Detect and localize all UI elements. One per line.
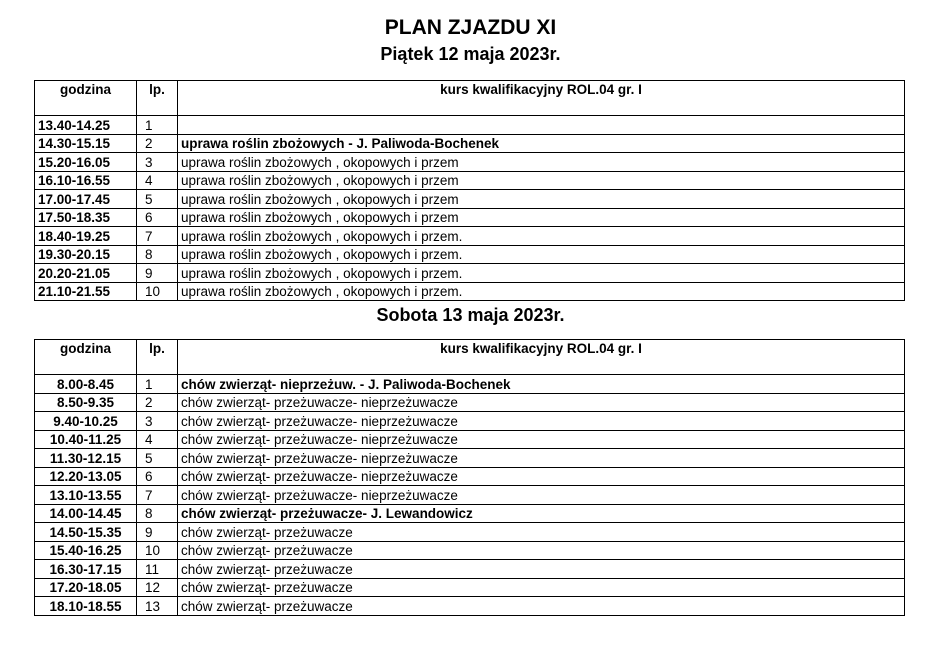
- table-row: [35, 245, 905, 264]
- column-header-time: godzina: [35, 340, 137, 375]
- table-row: [35, 116, 905, 135]
- column-header-time: godzina: [35, 81, 137, 116]
- page-title: PLAN ZJAZDU XI: [384, 16, 557, 39]
- cell-lp: 3: [137, 412, 178, 431]
- cell-time: 14.30-15.15: [35, 134, 137, 153]
- cell-subject: chów zwierząt- przeżuwacze- nieprzeżuwacze: [178, 449, 905, 468]
- cell-lp: 7: [137, 227, 178, 246]
- cell-time: 17.00-17.45: [35, 190, 137, 209]
- table-row: [35, 153, 905, 172]
- schedule-table-friday: [34, 80, 905, 301]
- cell-lp: 8: [137, 504, 178, 523]
- table-row: [35, 560, 905, 579]
- table-row: [35, 430, 905, 449]
- cell-lp: 10: [137, 541, 178, 560]
- cell-time: 8.50-9.35: [35, 393, 137, 412]
- cell-time: 18.10-18.55: [35, 597, 137, 616]
- cell-lp: 5: [137, 190, 178, 209]
- cell-lp: 2: [137, 134, 178, 153]
- table-row: [35, 597, 905, 616]
- table-row: [35, 208, 905, 227]
- cell-subject: uprawa roślin zbożowych , okopowych i przem: [178, 171, 905, 190]
- cell-lp: 10: [137, 282, 178, 301]
- cell-time: 17.20-18.05: [35, 578, 137, 597]
- table-row: [35, 171, 905, 190]
- cell-subject: chów zwierząt- przeżuwacze: [178, 541, 905, 560]
- cell-lp: 9: [137, 264, 178, 283]
- cell-time: 13.10-13.55: [35, 486, 137, 505]
- cell-lp: 9: [137, 523, 178, 542]
- table-row: [35, 541, 905, 560]
- cell-time: 12.20-13.05: [35, 467, 137, 486]
- cell-subject: uprawa roślin zbożowych , okopowych i przem.: [178, 245, 905, 264]
- schedule-body-friday: [35, 116, 905, 301]
- table-header-row: [35, 340, 905, 375]
- cell-time: 18.40-19.25: [35, 227, 137, 246]
- cell-lp: 1: [137, 375, 178, 394]
- schedule-table-saturday: [34, 339, 905, 616]
- cell-subject: chów zwierząt- przeżuwacze: [178, 578, 905, 597]
- table-row: [35, 467, 905, 486]
- cell-time: 10.40-11.25: [35, 430, 137, 449]
- cell-subject: uprawa roślin zbożowych - J. Paliwoda-Bochenek: [178, 134, 905, 153]
- cell-time: 14.00-14.45: [35, 504, 137, 523]
- cell-subject: uprawa roślin zbożowych , okopowych i przem.: [178, 227, 905, 246]
- cell-lp: 1: [137, 116, 178, 135]
- table-row: [35, 264, 905, 283]
- table-row: [35, 393, 905, 412]
- cell-subject: uprawa roślin zbożowych , okopowych i przem.: [178, 282, 905, 301]
- cell-subject: chów zwierząt- przeżuwacze- nieprzeżuwacze: [178, 486, 905, 505]
- table-row: [35, 449, 905, 468]
- cell-time: 14.50-15.35: [35, 523, 137, 542]
- cell-time: 21.10-21.55: [35, 282, 137, 301]
- cell-subject: chów zwierząt- przeżuwacze: [178, 597, 905, 616]
- cell-subject: uprawa roślin zbożowych , okopowych i przem: [178, 153, 905, 172]
- cell-lp: 4: [137, 171, 178, 190]
- column-header-lp: lp.: [137, 81, 178, 116]
- cell-lp: 8: [137, 245, 178, 264]
- cell-subject: chów zwierząt- przeżuwacze: [178, 560, 905, 579]
- day-heading-saturday: Sobota 13 maja 2023r.: [376, 305, 565, 325]
- table-row: [35, 523, 905, 542]
- cell-subject: [178, 116, 905, 135]
- cell-lp: 4: [137, 430, 178, 449]
- table-row: [35, 190, 905, 209]
- cell-lp: 7: [137, 486, 178, 505]
- cell-time: 9.40-10.25: [35, 412, 137, 431]
- column-header-subject: kurs kwalifikacyjny ROL.04 gr. I: [178, 81, 905, 116]
- cell-lp: 2: [137, 393, 178, 412]
- cell-subject: chów zwierząt- przeżuwacze- nieprzeżuwacze: [178, 467, 905, 486]
- cell-time: 8.00-8.45: [35, 375, 137, 394]
- cell-subject: uprawa roślin zbożowych , okopowych i przem: [178, 190, 905, 209]
- table-row: [35, 412, 905, 431]
- table-row: [35, 375, 905, 394]
- cell-lp: 3: [137, 153, 178, 172]
- cell-subject: chów zwierząt- przeżuwacze- J. Lewandowicz: [178, 504, 905, 523]
- cell-lp: 13: [137, 597, 178, 616]
- cell-lp: 11: [137, 560, 178, 579]
- schedule-body-saturday: [35, 375, 905, 616]
- cell-subject: chów zwierząt- przeżuwacze- nieprzeżuwacze: [178, 393, 905, 412]
- cell-time: 13.40-14.25: [35, 116, 137, 135]
- cell-lp: 5: [137, 449, 178, 468]
- cell-time: 15.40-16.25: [35, 541, 137, 560]
- table-row: [35, 578, 905, 597]
- column-header-subject: kurs kwalifikacyjny ROL.04 gr. I: [178, 340, 905, 375]
- column-header-lp: lp.: [137, 340, 178, 375]
- table-row: [35, 227, 905, 246]
- cell-time: 15.20-16.05: [35, 153, 137, 172]
- cell-lp: 6: [137, 467, 178, 486]
- cell-subject: chów zwierząt- przeżuwacze- nieprzeżuwacze: [178, 412, 905, 431]
- cell-time: 16.10-16.55: [35, 171, 137, 190]
- day-heading-friday: Piątek 12 maja 2023r.: [380, 44, 561, 64]
- cell-time: 19.30-20.15: [35, 245, 137, 264]
- table-row: [35, 282, 905, 301]
- cell-subject: uprawa roślin zbożowych , okopowych i przem.: [178, 264, 905, 283]
- table-header-row: [35, 81, 905, 116]
- cell-time: 11.30-12.15: [35, 449, 137, 468]
- table-row: [35, 504, 905, 523]
- cell-time: 20.20-21.05: [35, 264, 137, 283]
- table-row: [35, 486, 905, 505]
- cell-time: 16.30-17.15: [35, 560, 137, 579]
- cell-time: 17.50-18.35: [35, 208, 137, 227]
- cell-subject: uprawa roślin zbożowych , okopowych i przem: [178, 208, 905, 227]
- cell-subject: chów zwierząt- nieprzeżuw. - J. Paliwoda-Bochenek: [178, 375, 905, 394]
- cell-lp: 6: [137, 208, 178, 227]
- cell-subject: chów zwierząt- przeżuwacze: [178, 523, 905, 542]
- cell-lp: 12: [137, 578, 178, 597]
- cell-subject: chów zwierząt- przeżuwacze- nieprzeżuwacze: [178, 430, 905, 449]
- table-row: [35, 134, 905, 153]
